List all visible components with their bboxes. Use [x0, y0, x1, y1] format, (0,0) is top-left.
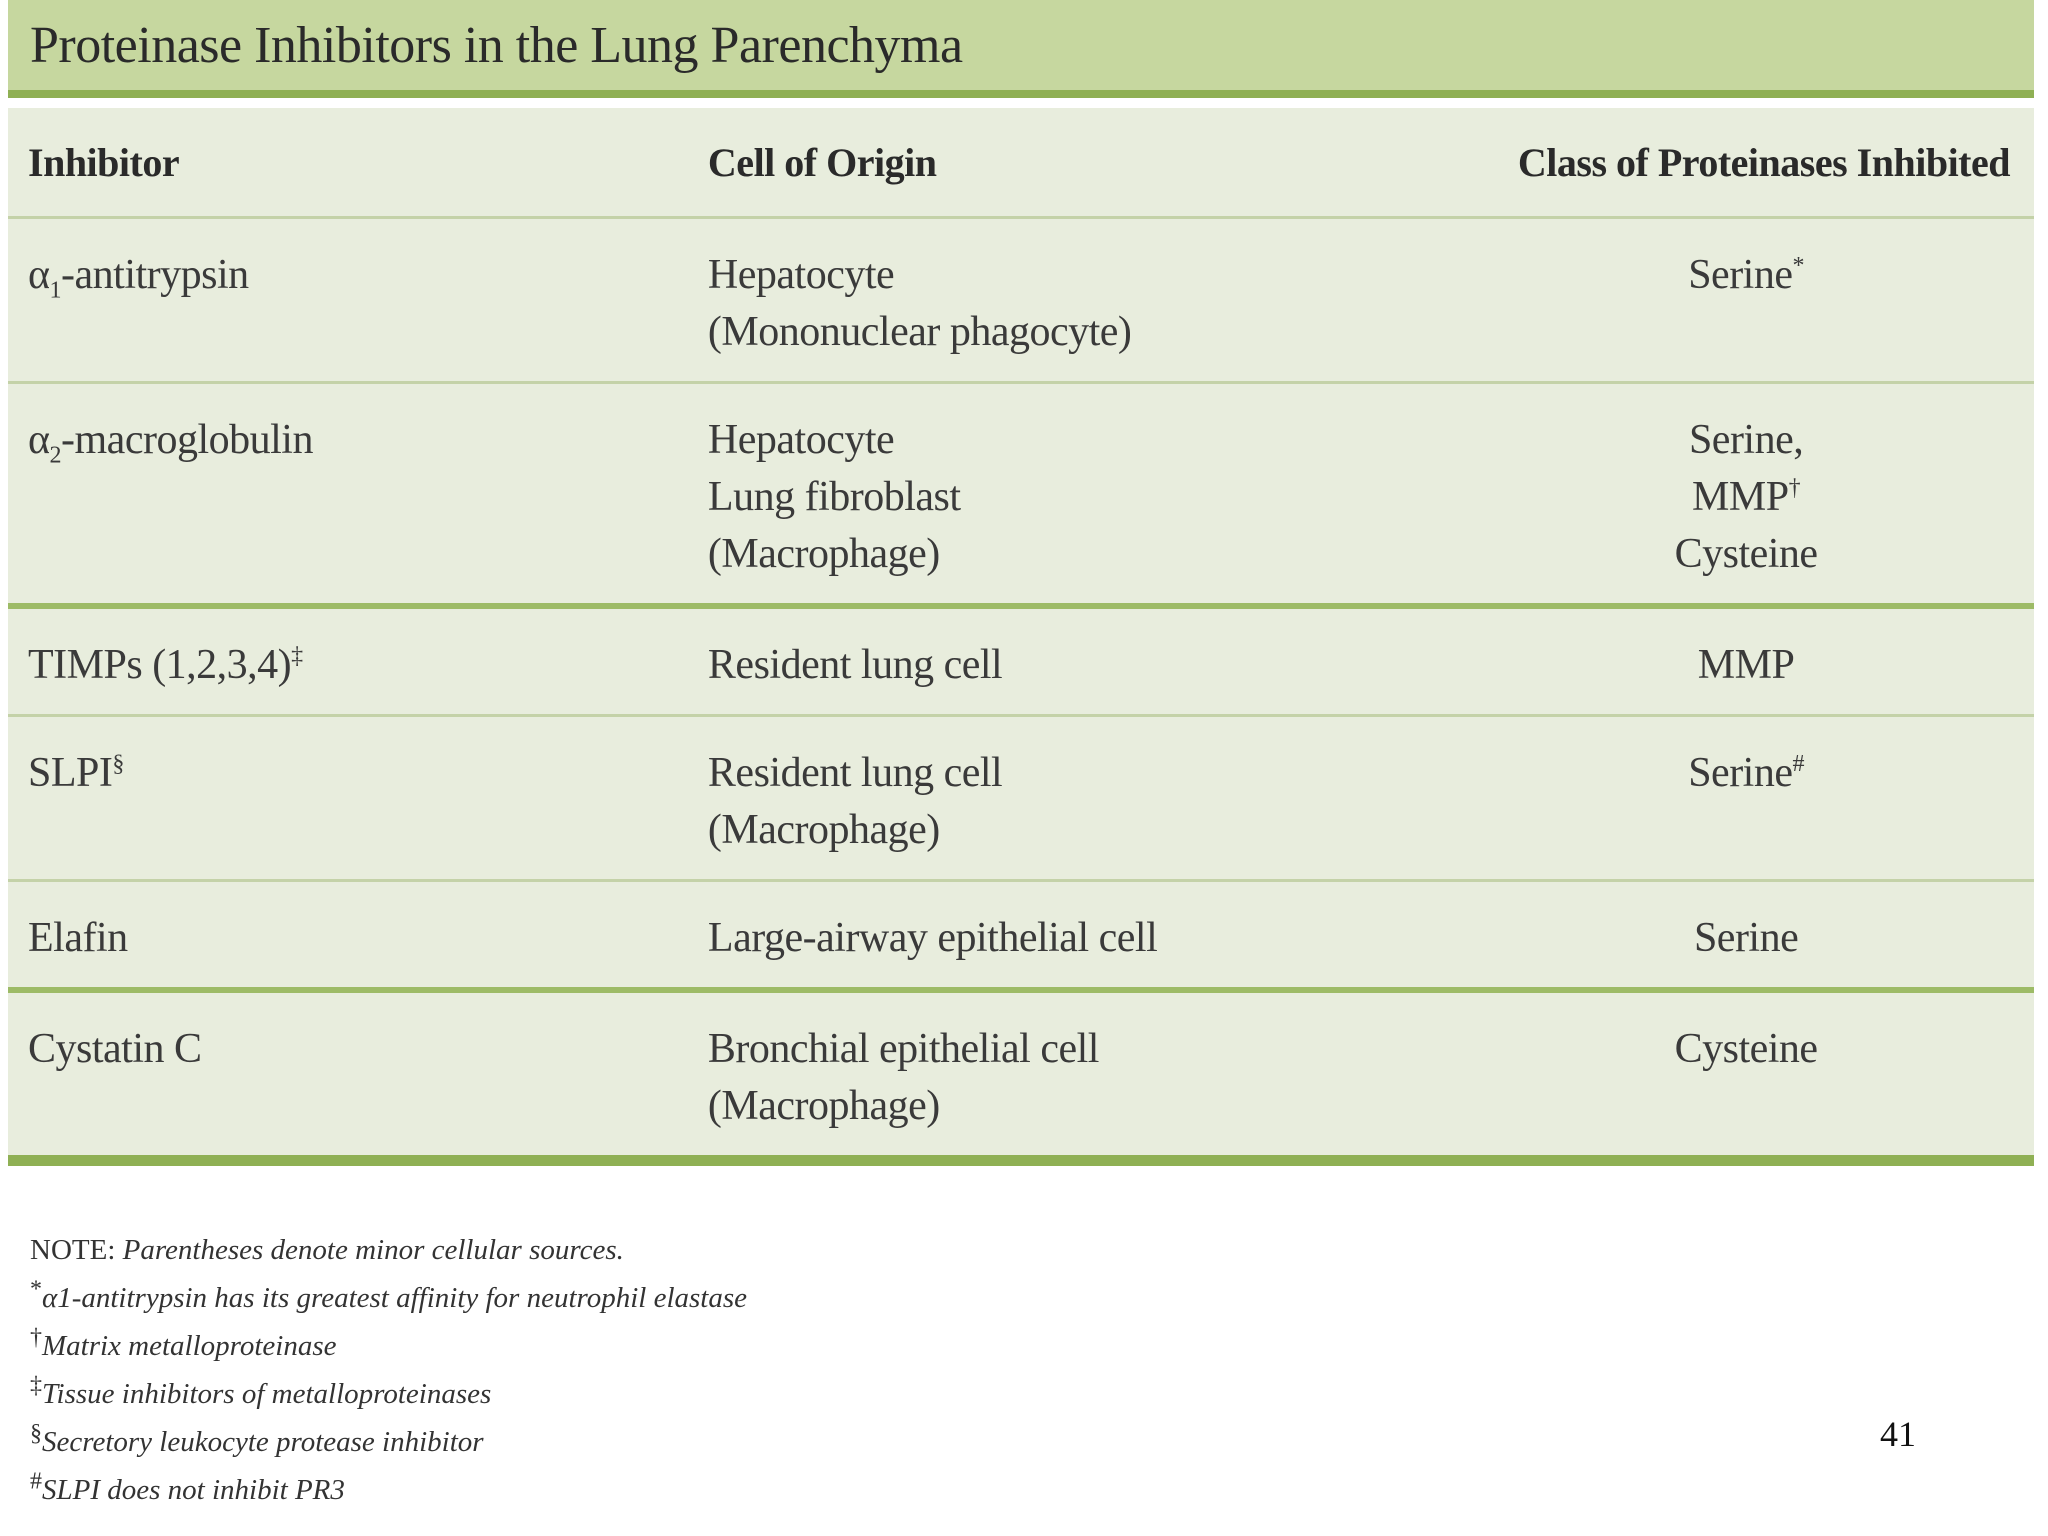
inhibitor-name: Cystatin C: [28, 1026, 202, 1072]
note-label: NOTE:: [30, 1234, 116, 1266]
footnote-mark: †: [30, 1324, 42, 1351]
table-row: [8, 716, 2034, 881]
title-band: [8, 0, 2034, 98]
inhibitor-name: SLPI: [28, 750, 113, 796]
footnote-mark: §: [112, 751, 124, 777]
origin-line: Large-airway epithelial cell: [707, 915, 1158, 961]
class-text: Cysteine: [1674, 531, 1818, 577]
footnote-line: [30, 1370, 747, 1418]
inhibitor-cell: [8, 990, 688, 1161]
table-row: [8, 383, 2034, 607]
proteinase-class-cell: [1458, 606, 2034, 716]
inhibitor-name: Elafin: [28, 915, 128, 961]
origin-line: Resident lung cell: [707, 750, 1003, 796]
origin-line: (Mononuclear phagocyte): [707, 309, 1132, 355]
footnote-line: [30, 1418, 747, 1466]
origin-line: Lung fibroblast: [707, 474, 961, 520]
note-line: [30, 1226, 747, 1274]
inhibitor-cell: [8, 881, 688, 991]
origin-line: (Macrophage): [707, 531, 940, 577]
table-title: Proteinase Inhibitors in the Lung Parenchyma: [30, 16, 963, 74]
cell-of-origin-cell: [688, 606, 1458, 716]
footnote-line: [30, 1274, 747, 1322]
footnote-line: [30, 1322, 747, 1370]
class-text: Serine: [1688, 252, 1793, 298]
inhibitor-prefix: α: [28, 252, 50, 298]
class-line: [1478, 526, 2014, 583]
page-number: 41: [1880, 1414, 1916, 1454]
class-line: [1478, 910, 2014, 967]
proteinase-class-cell: [1458, 881, 2034, 991]
class-text: Cysteine: [1674, 1026, 1818, 1072]
table-row: [8, 218, 2034, 383]
footnote-text: SLPI does not inhibit PR3: [42, 1474, 345, 1506]
table-body: [8, 218, 2034, 1161]
cell-of-origin-cell: [688, 990, 1458, 1161]
footnote-mark: †: [1788, 475, 1801, 501]
table-row: [8, 990, 2034, 1161]
footnote-mark: *: [1792, 253, 1804, 279]
class-line: [1478, 247, 2014, 304]
inhibitor-cell: [8, 383, 688, 607]
class-text: MMP: [1692, 474, 1789, 520]
footnote-mark: ‡: [291, 643, 303, 669]
origin-line: (Macrophage): [707, 807, 940, 853]
class-line: [1478, 469, 2014, 526]
footnotes: [30, 1226, 747, 1514]
origin-line: (Macrophage): [707, 1083, 940, 1129]
footnote-text: Tissue inhibitors of metalloproteinases: [42, 1378, 492, 1410]
inhibitor-cell: [8, 716, 688, 881]
footnote-text: Secretory leukocyte protease inhibitor: [42, 1426, 484, 1458]
table-row: [8, 881, 2034, 991]
inhibitor-subscript: 2: [49, 442, 62, 469]
header-class-inhibited: Class of Proteinases Inhibited: [1458, 108, 2034, 218]
inhibitor-name: TIMPs (1,2,3,4): [28, 642, 292, 688]
inhibitor-cell: [8, 218, 688, 383]
footnote-line: [30, 1466, 747, 1514]
inhibitor-subscript: 1: [49, 277, 62, 304]
footnote-mark: *: [30, 1276, 42, 1303]
footnote-list: [30, 1274, 747, 1514]
note-text: Parentheses denote minor cellular sources.: [122, 1234, 624, 1266]
class-line: [1478, 412, 2014, 469]
table-row: [8, 606, 2034, 716]
cell-of-origin-cell: [688, 716, 1458, 881]
inhibitor-cell: [8, 606, 688, 716]
footnote-mark: ‡: [30, 1372, 42, 1399]
proteinase-class-cell: [1458, 716, 2034, 881]
proteinase-class-cell: [1458, 383, 2034, 607]
proteinase-class-cell: [1458, 990, 2034, 1161]
class-text: MMP: [1697, 642, 1795, 688]
class-text: Serine: [1693, 915, 1799, 961]
class-line: [1478, 1021, 2014, 1078]
footnote-mark: §: [30, 1420, 42, 1447]
footnote-text: Matrix metalloproteinase: [42, 1330, 337, 1362]
origin-line: Resident lung cell: [707, 642, 1003, 688]
origin-line: Bronchial epithelial cell: [707, 1026, 1099, 1072]
cell-of-origin-cell: [688, 383, 1458, 607]
inhibitors-table: [8, 108, 2034, 1166]
inhibitor-name: -antitrypsin: [61, 252, 249, 298]
class-text: Serine: [1688, 750, 1793, 796]
cell-of-origin-cell: [688, 218, 1458, 383]
origin-line: Hepatocyte: [707, 417, 895, 463]
slide-frame: [8, 0, 2034, 1166]
header-cell-of-origin: Cell of Origin: [688, 108, 1458, 218]
inhibitor-name: -macroglobulin: [61, 417, 313, 463]
header-inhibitor: Inhibitor: [8, 108, 688, 218]
inhibitor-prefix: α: [28, 417, 50, 463]
footnote-text: α1-antitrypsin has its greatest affinity for neutrophil elastase: [42, 1282, 748, 1314]
cell-of-origin-cell: [688, 881, 1458, 991]
class-line: [1478, 745, 2014, 802]
footnote-mark: #: [1792, 751, 1804, 777]
header-row: [8, 108, 2034, 218]
footnote-mark: #: [30, 1468, 42, 1495]
class-text: Serine,: [1688, 417, 1804, 463]
origin-line: Hepatocyte: [707, 252, 895, 298]
proteinase-class-cell: [1458, 218, 2034, 383]
class-line: [1478, 637, 2014, 694]
